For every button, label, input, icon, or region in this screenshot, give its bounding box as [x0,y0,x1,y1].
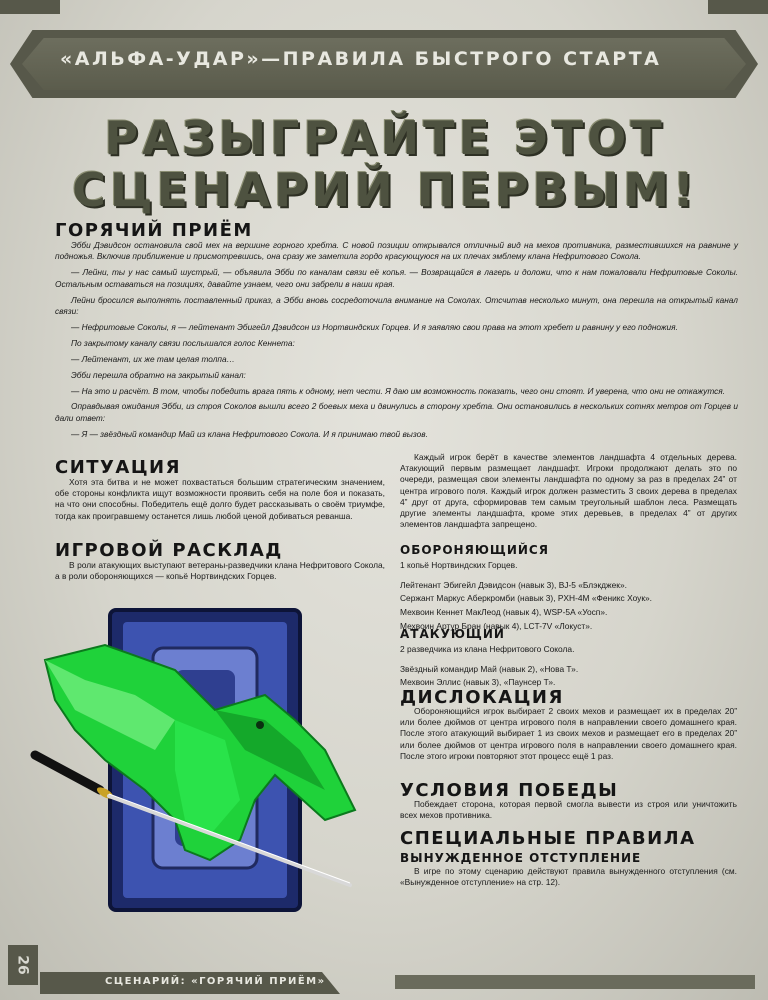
special-heading: СПЕЦИАЛЬНЫЕ ПРАВИЛА [400,828,696,849]
jade-falcon-emblem [25,600,365,920]
special-section [400,866,737,892]
footer-bar-right [395,975,755,989]
story-paragraph: — На это и расчёт. В том, чтобы победить врага пять к одному, нет чести. Я даю им возможность показать, чего они стоят. И уверена, что они не откажутся. [71,385,726,396]
victory-text: Побеждает сторона, которая первой смогла вывести из строя или уничтожить всех мехов противника. [400,799,737,821]
page-title-line1: РАЗЫГРАЙТЕ ЭТОТ [104,111,666,165]
situation-heading: СИТУАЦИЯ [55,457,181,478]
story-paragraph: Лейни бросился выполнять поставленный приказ, а Эбби вновь сосредоточила внимание на Соколах. Отсчитав несколько минут, она перешла на открытый канал связи: [55,294,738,317]
setup-text: В роли атакующих выступают ветераны-разведчики клана Нефритового Сокола, а в роли обороняющихся — копьё Нортвиндских Горцев. [55,560,385,582]
header-title: «АЛЬФА-УДАР»—ПРАВИЛА БЫСТРОГО СТАРТА [60,48,662,70]
footer-title: СЦЕНАРИЙ: «ГОРЯЧИЙ ПРИЁМ» [105,976,326,987]
terrain-text: Каждый игрок берёт в качестве элементов ландшафта 4 отдельных дерева. Атакующий первым размещает ландшафт. Игроки продолжают делать это по очереди, размещая свои элементы ландшафта по одному за раз в пределах 24” от центра игрового поля. Каждый игрок должен разместить 3 своих дерева в пределах 4” друг от друга, сформировав тем самым треугольный шаблон леса. Размещать другие элементы ландшафта, кроме этих деревьев, в пределах 4” от других элементов ландшафта запрещено. [400,452,737,530]
deployment-section [400,706,737,766]
attacker-section [400,644,737,691]
setup-heading: ИГРОВОЙ РАСКЛАД [55,540,283,561]
deployment-text: Обороняющийся игрок выбирает 2 своих мехов и размещает их в пределах 20” или более дюймов от центра игрового поля в направлении своего домашнего края. После этого атакующий выбирает 1 из своих мехов и размещает его в пределах 20” или более дюймов от центра игрового поля в направлении своего домашнего края. После этого игроки повторяют этот процесс ещё 1 раз. [400,706,737,761]
story-paragraph: — Лейтенант, их же там целая толпа… [71,353,235,364]
attacker-unit: Звёздный командир Май (навык 2), «Нова Т». [400,663,579,674]
defender-summary: 1 копьё Нортвиндских Горцев. [400,560,518,570]
story-paragraph: Оправдывая ожидания Эбби, из строя Соколов вышли всего 2 боевых меха и двинулись в сторону хребта. Они остановились в нескольких сотнях метров от Горцев и дали ответ: [55,401,738,423]
victory-heading: УСЛОВИЯ ПОБЕДЫ [400,780,619,801]
story-paragraph: — Я — звёздный командир Май из клана Нефритового Сокола. И я принимаю твой вызов. [71,428,428,439]
defender-section [400,560,737,635]
setup-section [55,560,385,586]
page-title-line2: СЦЕНАРИЙ ПЕРВЫМ! [72,163,698,217]
special-text: В игре по этому сценарию действуют правила вынужденного отступления (см. «Вынужденное отступление» на стр. 12). [400,866,737,888]
deployment-heading: ДИСЛОКАЦИЯ [400,687,564,708]
victory-section [400,799,737,825]
story-heading: ГОРЯЧИЙ ПРИЁМ [55,220,253,241]
corner-tab-left [0,0,60,14]
attacker-summary: 2 разведчика из клана Нефритового Сокола. [400,644,575,654]
page-title [60,112,710,216]
attacker-unit: Мехвоин Эллис (навык 3), «Паунсер Т». [400,677,556,688]
page-number [8,945,38,985]
page-number-label: 26 [14,955,31,975]
defender-unit: Сержант Маркус Аберкромби (навык 3), PXH-4M «Феникс Хоук». [400,593,652,604]
defender-heading: ОБОРОНЯЮЩИЙСЯ [400,543,549,557]
story-paragraph: По закрытому каналу связи послышался голос Кеннета: [71,337,295,348]
story-paragraph: Эбби Дэвидсон остановила свой мех на вершине горного хребта. С новой позиции открывался отличный вид на мехов противника, разместившихся на равнине у подножья. Включив приближение и присмотревшись, она сразу же заметила гордо красующуюся на их плечах эмблему клана Нефритового Сокола. [55,240,738,262]
story-paragraph: Эбби перешла обратно на закрытый канал: [71,369,246,380]
story-text [55,240,738,445]
story-paragraph: — Лейни, ты у нас самый шустрый, — объявила Эбби по каналам связи её копья. — Возвращайся в лагерь и доложи, что к нам пожаловали Нефритовые Соколы. Остальным оставаться на позициях, давайте узнаем, чего они забрели в наши края. [55,267,738,289]
attacker-heading: АТАКУЮЩИЙ [400,627,505,641]
defender-unit: Мехвоин Кеннет МакЛеод (навык 4), WSP-5A «Уосп». [400,607,608,618]
situation-section [55,477,385,526]
special-subheading: ВЫНУЖДЕННОЕ ОТСТУПЛЕНИЕ [400,851,642,865]
corner-tab-right [708,0,768,14]
defender-unit: Мехвоин Артур Бран (навык 4), LCT-7V «Локуст». [400,620,593,631]
defender-unit: Лейтенант Эбигейл Дэвидсон (навык 3), BJ-5 «Блэкджек». [400,579,627,590]
situation-text: Хотя эта битва и не может похвастаться большим стратегическим значением, обе стороны конфликта ищут возможности проявить себя на поле боя и показать, на что они способны. Победитель ещё долго будет рассказывать о своём триумфе, тогда как проигравшему останется лишь любой ценой добиваться реванша. [55,477,385,521]
terrain-section [400,452,737,534]
story-paragraph: — Нефритовые Соколы, я — лейтенант Эбигейл Дэвидсон из Нортвиндских Горцев. И я заявляю свои права на этот хребет и равнину у его подножия. [71,321,678,332]
